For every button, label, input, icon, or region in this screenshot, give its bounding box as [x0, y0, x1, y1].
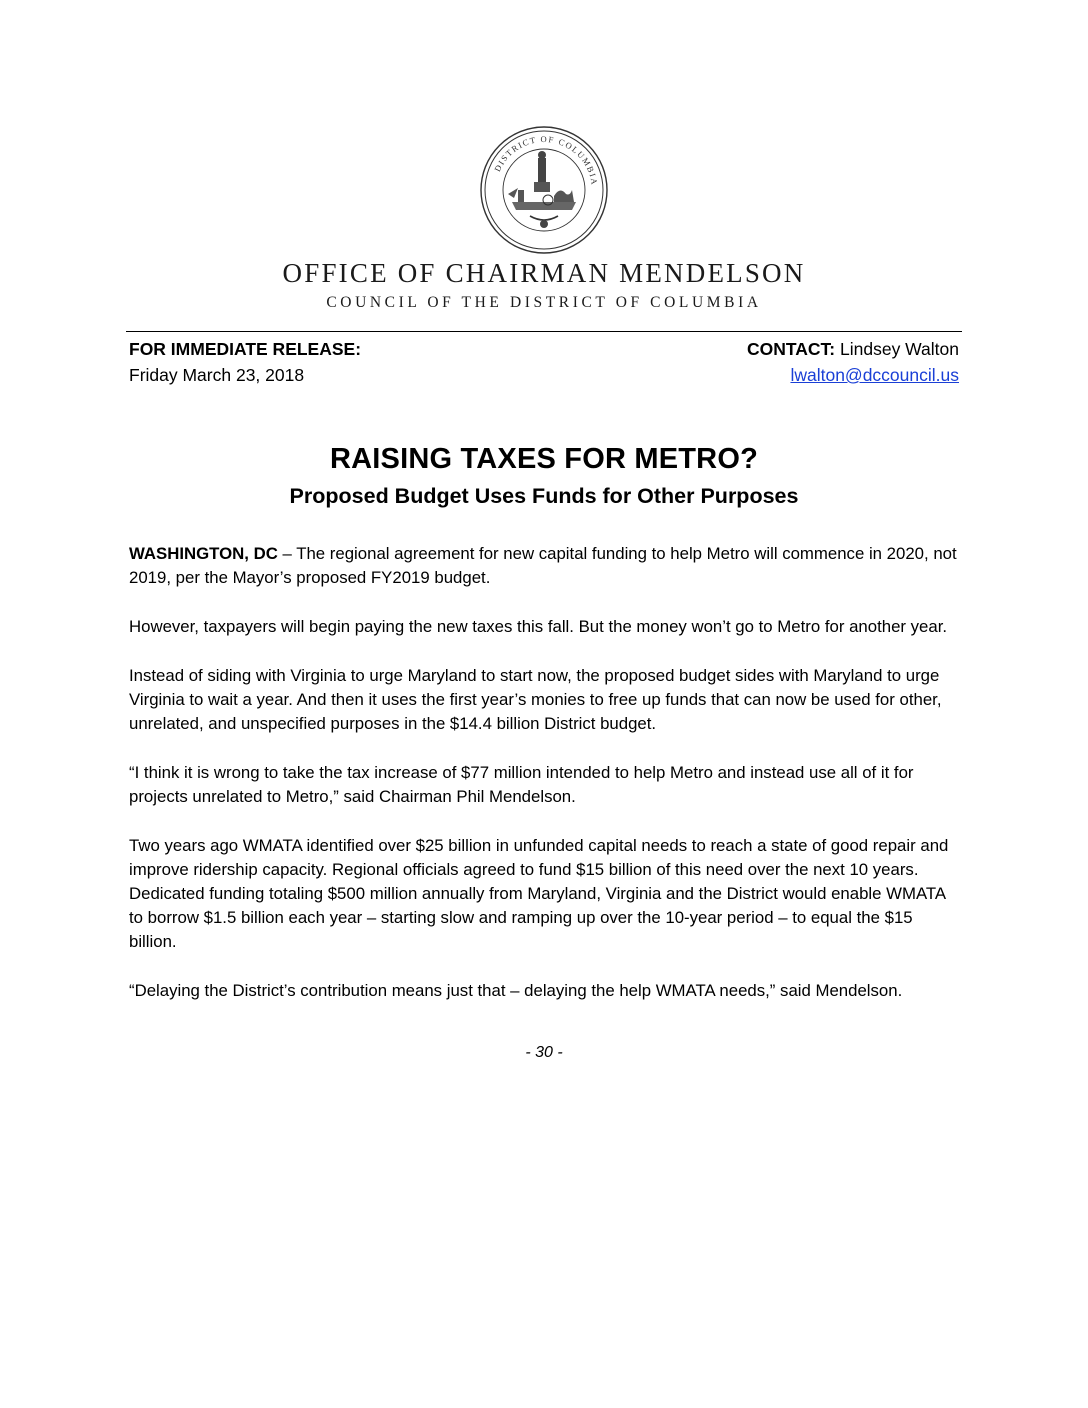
paragraph-1 — [129, 542, 961, 590]
contact-label: CONTACT: — [747, 339, 836, 359]
subheadline: Proposed Budget Uses Funds for Other Purposes — [289, 484, 799, 508]
council-subtitle: COUNCIL OF THE DISTRICT OF COLUMBIA — [326, 294, 762, 311]
headline: RAISING TAXES FOR METRO? — [330, 443, 758, 475]
release-body — [129, 542, 961, 1028]
paragraph-2: However, taxpayers will begin paying the new taxes this fall. But the money won’t go to Metro for another year. — [129, 616, 948, 636]
svg-text:DISTRICT OF COLUMBIA: DISTRICT OF COLUMBIA — [492, 133, 600, 187]
contact-email-link[interactable]: lwalton@dccouncil.us — [790, 365, 959, 385]
paragraph-5: Two years ago WMATA identified over $25 billion in unfunded capital needs to reach a state of good repair and improve ridership capacity. Regional officials agreed to fund $15 billion of this need over the next 10 years. Dedicated funding totaling $500 million annually from Maryland, Virginia and the District would enable WMATA to borrow $1.5 billion each year – starting slow and ramping up over the 10-year period – to equal the $15 billion. — [129, 835, 949, 952]
release-label: FOR IMMEDIATE RELEASE: — [129, 339, 362, 359]
release-date: Friday March 23, 2018 — [129, 365, 305, 385]
office-title: OFFICE OF CHAIRMAN MENDELSON — [282, 258, 806, 288]
district-seal-icon — [478, 124, 610, 256]
paragraph-6: “Delaying the District’s contribution means just that – delaying the help WMATA needs,” said Mendelson. — [129, 981, 903, 1001]
release-info — [129, 336, 361, 388]
header-divider — [126, 331, 962, 332]
page-number: - 30 - — [525, 1044, 563, 1061]
paragraph-3: Instead of siding with Virginia to urge Maryland to start now, the proposed budget sides with Maryland to urge Virginia to wait a year. And then it uses the first year’s monies to free up funds that can now be used for other, unrelated, and unspecified purposes in the $14.4 billion District budget. — [129, 665, 942, 734]
paragraph-1-text: – The regional agreement for new capital funding to help Metro will commence in 2020, not 2019, per the Mayor’s proposed FY2019 budget. — [129, 544, 957, 588]
contact-name: Lindsey Walton — [835, 339, 959, 359]
dateline: WASHINGTON, DC — [129, 544, 278, 563]
contact-info — [747, 336, 959, 388]
paragraph-4: “I think it is wrong to take the tax increase of $77 million intended to help Metro and instead use all of it for projects unrelated to Metro,” said Chairman Phil Mendelson. — [129, 762, 914, 806]
